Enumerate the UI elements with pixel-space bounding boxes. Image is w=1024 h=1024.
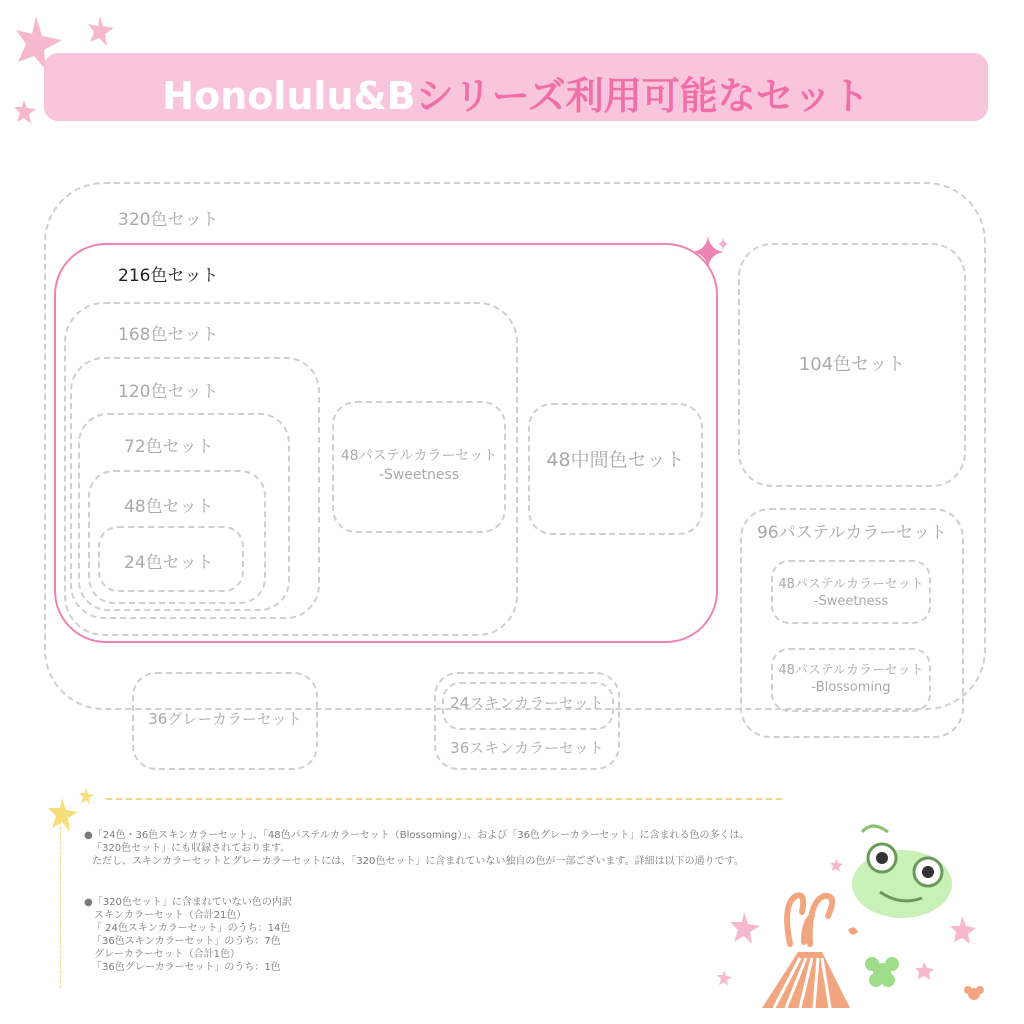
breakdown-text-1: 「320色セット」に含まれていない色の内訳 (92, 897, 292, 908)
note-line-2: 「320色セット」にも収録されております。 (92, 843, 291, 854)
pastel96-label: 96パステルカラーセット (756, 523, 948, 543)
set-24-label: 24色セット (124, 553, 214, 573)
note-separator-horizontal (106, 798, 782, 800)
mascot-illustration-icon (712, 812, 1012, 1016)
pastel48-blossoming-label (771, 662, 931, 696)
breakdown-line-6: 「36色グレーカラーセット」のうち：1色 (92, 962, 281, 973)
title-banner (44, 53, 988, 121)
set-72-label: 72色セット (124, 437, 214, 457)
breakdown-line-1: ●「320色セット」に含まれていない色の内訳 (84, 897, 292, 908)
mid48-label: 48中間色セット (546, 449, 685, 471)
pastel48-sweetness-title: 48パステルカラーセット (340, 448, 498, 464)
note-line-1: ●「24色・36色スキンカラーセット」、「48色パステルカラーセット（Blossoming）」、および「36色グレーカラーセット」に含まれる色の多くは、 (84, 830, 750, 841)
title-subtitle: シリーズ利用可能なセット (415, 74, 870, 118)
pastel48-sweetness-sub: -Sweetness (378, 467, 460, 483)
sparkle-icon (690, 234, 730, 274)
pastel48-blossoming-title: 48パステルカラーセット (778, 663, 924, 678)
pastel48-sweetness2-sub: -Sweetness (813, 594, 889, 609)
pastel48-blossoming-sub: -Blossoming (811, 680, 891, 695)
set-320-label: 320色セット (118, 210, 219, 230)
set-48-label: 48色セット (124, 497, 214, 517)
note-line-3: ただし、スキンカラーセットとグレーカラーセットには、「320色セット」に含まれていない独自の色が一部ございます。詳細は以下の通りです。 (92, 856, 744, 867)
set-216-label: 216色セット (118, 266, 219, 286)
set-120-label: 120色セット (118, 382, 219, 402)
pastel48-sweetness2-label (771, 576, 931, 610)
set-104-label: 104色セット (798, 354, 906, 375)
pastel48-sweetness2-title: 48パステルカラーセット (778, 577, 924, 592)
pastel48-sweetness-label (332, 447, 506, 485)
skin36-label: 36スキンカラーセット (450, 739, 604, 757)
set-168-label: 168色セット (118, 325, 219, 345)
gray36-label: 36グレーカラーセット (148, 710, 302, 728)
page-title (44, 65, 988, 120)
title-brand: Honolulu&B (162, 74, 416, 118)
breakdown-line-3: 「 24色スキンカラーセット」のうち：14色 (92, 923, 291, 934)
breakdown-line-4: 「36色スキンカラーセット」のうち：7色 (92, 936, 281, 947)
note-text-1: 「24色・36色スキンカラーセット」、「48色パステルカラーセット（Blossoming）」、および「36色グレーカラーセット」に含まれる色の多くは、 (92, 830, 750, 841)
skin24-label: 24スキンカラーセット (450, 694, 604, 712)
breakdown-line-5: グレーカラーセット（合計1色） (94, 949, 240, 960)
breakdown-line-2: スキンカラーセット（合計21色） (94, 910, 247, 921)
